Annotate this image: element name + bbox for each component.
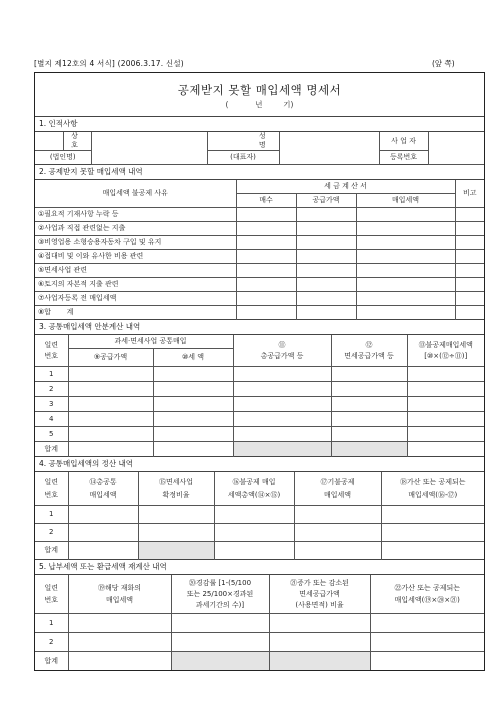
biz-reg-field[interactable] (428, 132, 484, 165)
recalculation-table (35, 575, 484, 670)
serial-cell: 2 (35, 382, 68, 397)
serial-cell: 4 (35, 412, 68, 427)
exempt-supply-header: ⑫ 면세공급가액 등 (331, 335, 407, 367)
non-deductible-tax-header: ⑬불공제매입세액 [⑩×(⑫÷⑪)] (407, 335, 484, 367)
period-line (35, 99, 484, 110)
prior-non-deductible-header: ⑰기불공제 매입세액 (294, 472, 381, 506)
serial-cell: 2 (35, 633, 68, 652)
tax-invoice-header: 세 금 계 산 서 (236, 180, 455, 194)
common-purchase-header: 과세·면세사업 공통매입 (68, 335, 233, 349)
reason-row: ⑦사업자등록 전 매입세액 (35, 292, 236, 306)
serial-cell: 2 (35, 524, 68, 542)
company-name-label: 상 호 (63, 132, 91, 151)
section-2-heading: 2. 공제받지 못할 매입세액 내역 (35, 165, 484, 180)
reason-header: 매입세액 불공제 사유 (35, 180, 236, 208)
form-number: [별지 제12호의 4 서식] (2006.3.17. 신설) (34, 59, 184, 68)
reason-row: ②사업과 직접 관련없는 지출 (35, 222, 236, 236)
section-4-heading: 4. 공통매입세액의 정산 내역 (35, 457, 484, 472)
exempt-ratio-header: ⑮면세사업 확정비율 (138, 472, 214, 506)
serial-cell: 3 (35, 397, 68, 412)
personal-info-table (35, 132, 484, 165)
reason-row: ④접대비 및 이와 유사한 비용 관련 (35, 250, 236, 264)
reason-row: ③비영업용 소형승용자동차 구입 및 유지 (35, 236, 236, 250)
ratio-change-header: ㉑증가 또는 감소된 면세공급가액 (사용면적) 비율 (269, 575, 370, 614)
representative-label: 성 명 (251, 132, 279, 151)
total-common-tax-header: ⑭총공통 매입세액 (68, 472, 138, 506)
reason-row: ①필요적 기재사항 누락 등 (35, 208, 236, 222)
total-label: 합계 (35, 542, 68, 560)
reason-row: ⑤면세사업 관련 (35, 264, 236, 278)
reason-row: ⑥토지의 자본적 지출 관련 (35, 278, 236, 292)
tax-amount-header: ⑩세 액 (153, 349, 233, 367)
supply-header: 공급가액 (296, 194, 356, 208)
representative-field[interactable] (279, 132, 379, 165)
total-label: 합계 (35, 442, 68, 457)
section-5-heading: 5. 납부세액 또는 환급세액 재계산 내역 (35, 560, 484, 575)
form-container (34, 72, 485, 671)
serial-cell: 5 (35, 427, 68, 442)
common-allocation-table (35, 335, 484, 457)
count-header: 매수 (236, 194, 296, 208)
serial-header: 일련 번호 (35, 335, 68, 367)
total-label: 합계 (35, 652, 68, 671)
supply-value-header: ⑨공급가액 (68, 349, 153, 367)
serial-header: 일련 번호 (35, 472, 68, 506)
period-open: ( (225, 100, 229, 109)
non-deductible-total-header: ⑯불공제 매입 세액총액(⑭×⑮) (214, 472, 294, 506)
note-header: 비고 (455, 180, 484, 208)
section-3-heading: 3. 공통매입세액 안분계산 내역 (35, 320, 484, 335)
goods-tax-header: ⑲해당 재화의 매입세액 (68, 575, 171, 614)
period-term: 기) (283, 100, 294, 109)
company-name-sub: (법인명) (35, 151, 91, 165)
total-supply-header: ⑪ 총공급가액 등 (233, 335, 331, 367)
company-name-field[interactable] (91, 132, 207, 165)
serial-cell: 1 (35, 367, 68, 382)
page-side: (앞 쪽) (432, 59, 455, 68)
serial-header: 일련 번호 (35, 575, 68, 614)
form-title: 공제받지 못할 매입세액 명세서 (177, 83, 342, 97)
adjusted-tax-header: ㉒가산 또는 공제되는 매입세액(⑲×⑳×㉑) (370, 575, 484, 614)
title-box (35, 73, 484, 117)
reduction-rate-header: ⑳경감률 [1-(5/100 또는 25/100×경과된 과세기간의 수)] (171, 575, 269, 614)
serial-cell: 1 (35, 614, 68, 633)
serial-cell: 1 (35, 506, 68, 524)
period-year: 년 (255, 100, 263, 109)
non-deductible-table (35, 180, 484, 320)
settlement-table (35, 472, 484, 560)
adjusted-tax-header: ⑱가산 또는 공제되는 매입세액(⑯-⑰) (381, 472, 484, 506)
reason-total-row: ⑧합 계 (35, 306, 236, 320)
biz-reg-sub: 등록번호 (379, 151, 428, 165)
biz-reg-label: 사 업 자 (379, 132, 428, 151)
tax-header: 매입세액 (356, 194, 455, 208)
section-1-heading: 1. 인적사항 (35, 117, 484, 132)
representative-sub: (대표자) (207, 151, 279, 165)
